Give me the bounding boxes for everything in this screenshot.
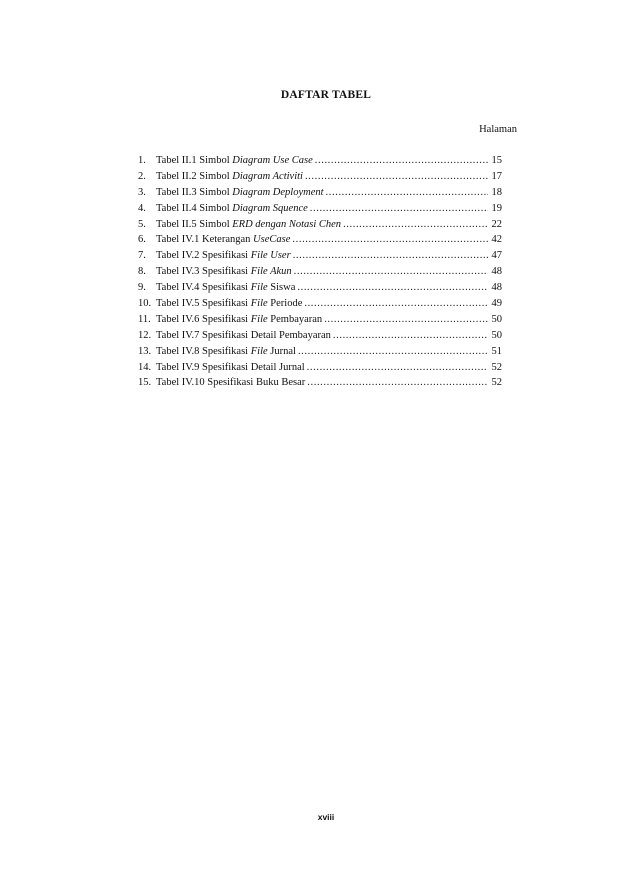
list-item[interactable]: [138, 201, 502, 217]
entry-label-part: Diagram Use Case: [232, 155, 313, 166]
entry-page-number: 50: [491, 313, 502, 325]
list-item[interactable]: [138, 312, 502, 328]
entry-page-number: 52: [491, 377, 502, 389]
entry-number: 14.: [138, 361, 152, 373]
entry-label-part: Tabel II.1 Simbol: [156, 155, 233, 166]
list-item[interactable]: [138, 375, 502, 391]
entry-label-part: Tabel IV.3 Spesifikasi: [156, 266, 251, 278]
list-item[interactable]: [138, 264, 502, 280]
dot-leader: [333, 328, 488, 344]
entry-label-part: Tabel IV.9 Spesifikasi Detail Jurnal: [156, 361, 305, 373]
entry-label-part: File Akun: [250, 266, 292, 278]
page-column-header: Halaman: [479, 124, 517, 135]
entry-label: [156, 264, 292, 280]
list-item[interactable]: [138, 217, 502, 233]
entry-number: 4.: [138, 202, 146, 214]
entry-page-number: 15: [491, 155, 502, 166]
entry-page-number: 48: [491, 266, 502, 278]
page-title: DAFTAR TABEL: [280, 89, 372, 101]
list-item[interactable]: [138, 328, 502, 344]
entry-label: [156, 153, 313, 169]
entry-page-number: 48: [491, 282, 502, 294]
entry-label-part: Pembayaran: [267, 313, 323, 325]
dot-leader: [297, 280, 488, 296]
dot-leader: [294, 264, 488, 280]
entry-label: [156, 248, 291, 264]
entry-label-part: Tabel II.3 Simbol: [156, 186, 233, 198]
list-item[interactable]: [138, 280, 502, 296]
entry-number: 5.: [138, 218, 146, 230]
dot-leader: [298, 344, 488, 360]
entry-page-number: 42: [491, 234, 502, 246]
entry-label: [156, 280, 295, 296]
dot-leader: [292, 232, 488, 248]
entry-number: 1.: [138, 155, 146, 166]
table-list: [138, 153, 502, 391]
entry-number: 9.: [138, 282, 146, 294]
entry-label-part: Tabel IV.2 Spesifikasi: [156, 250, 251, 262]
dot-leader: [326, 185, 488, 201]
entry-page-number: 47: [491, 250, 502, 262]
list-item[interactable]: [138, 185, 502, 201]
entry-label: [156, 201, 308, 217]
entry-label: [156, 312, 322, 328]
entry-label-part: Tabel II.4 Simbol: [156, 202, 233, 214]
list-item[interactable]: [138, 248, 502, 264]
entry-label-part: File User: [250, 250, 291, 262]
entry-page-number: 18: [491, 186, 502, 198]
entry-label-part: Diagram Deployment: [232, 186, 324, 198]
list-item[interactable]: [138, 153, 502, 169]
entry-label-part: File: [250, 282, 268, 294]
dot-leader: [324, 312, 488, 328]
entry-page-number: 17: [491, 170, 502, 182]
entry-label-part: File: [250, 298, 268, 310]
page-number: xviii: [317, 812, 335, 822]
entry-label: [156, 169, 303, 185]
dot-leader: [307, 375, 488, 391]
entry-page-number: 52: [491, 361, 502, 373]
entry-number: 7.: [138, 250, 146, 262]
entry-label-part: Tabel IV.10 Spesifikasi Buku Besar: [156, 377, 306, 389]
entry-label-part: Siswa: [267, 282, 296, 294]
list-item[interactable]: [138, 296, 502, 312]
list-item[interactable]: [138, 232, 502, 248]
entry-label-part: Tabel IV.5 Spesifikasi: [156, 298, 251, 310]
entry-label-part: Tabel IV.4 Spesifikasi: [156, 282, 251, 294]
entry-label-part: Diagram Activiti: [232, 170, 303, 182]
dot-leader: [305, 169, 488, 185]
entry-label-part: Tabel II.2 Simbol: [156, 170, 233, 182]
entry-label-part: Periode: [267, 298, 303, 310]
entry-label-part: Tabel IV.7 Spesifikasi Detail Pembayaran: [156, 329, 331, 341]
entry-page-number: 49: [491, 298, 502, 310]
entry-label: [156, 296, 302, 312]
entry-page-number: 22: [491, 218, 502, 230]
entry-page-number: 51: [491, 345, 502, 357]
entry-page-number: 50: [491, 329, 502, 341]
entry-label-part: Jurnal: [267, 345, 296, 357]
entry-label: [156, 375, 305, 391]
entry-number: 8.: [138, 266, 146, 278]
entry-label-part: Tabel II.5 Simbol: [156, 218, 233, 230]
entry-number: 2.: [138, 170, 146, 182]
dot-leader: [315, 153, 488, 169]
entry-label: [156, 360, 305, 376]
entry-label: [156, 217, 341, 233]
entry-label-part: Tabel IV.8 Spesifikasi: [156, 345, 251, 357]
entry-page-number: 19: [491, 202, 502, 214]
entry-number: 13.: [138, 345, 152, 357]
dot-leader: [293, 248, 488, 264]
entry-label-part: Tabel IV.1 Keterangan: [156, 234, 254, 246]
dot-leader: [304, 296, 488, 312]
dot-leader: [343, 217, 488, 233]
list-item[interactable]: [138, 344, 502, 360]
entry-label-part: Tabel IV.6 Spesifikasi: [156, 313, 251, 325]
entry-label: [156, 344, 296, 360]
entry-label-part: UseCase: [253, 234, 291, 246]
dot-leader: [307, 360, 488, 376]
dot-leader: [310, 201, 488, 217]
entry-label-part: File: [250, 313, 268, 325]
entry-number: 3.: [138, 186, 146, 198]
entry-number: 11.: [138, 313, 151, 325]
entry-number: 10.: [138, 298, 152, 310]
entry-number: 12.: [138, 329, 152, 341]
entry-label-part: Diagram Squence: [232, 202, 308, 214]
entry-label-part: File: [250, 345, 268, 357]
entry-label: [156, 328, 331, 344]
list-item[interactable]: [138, 360, 502, 376]
entry-number: 15.: [138, 377, 152, 389]
entry-number: 6.: [138, 234, 146, 246]
entry-label-part: ERD dengan Notasi Chen: [232, 218, 342, 230]
list-item[interactable]: [138, 169, 502, 185]
entry-label: [156, 232, 290, 248]
entry-label: [156, 185, 324, 201]
